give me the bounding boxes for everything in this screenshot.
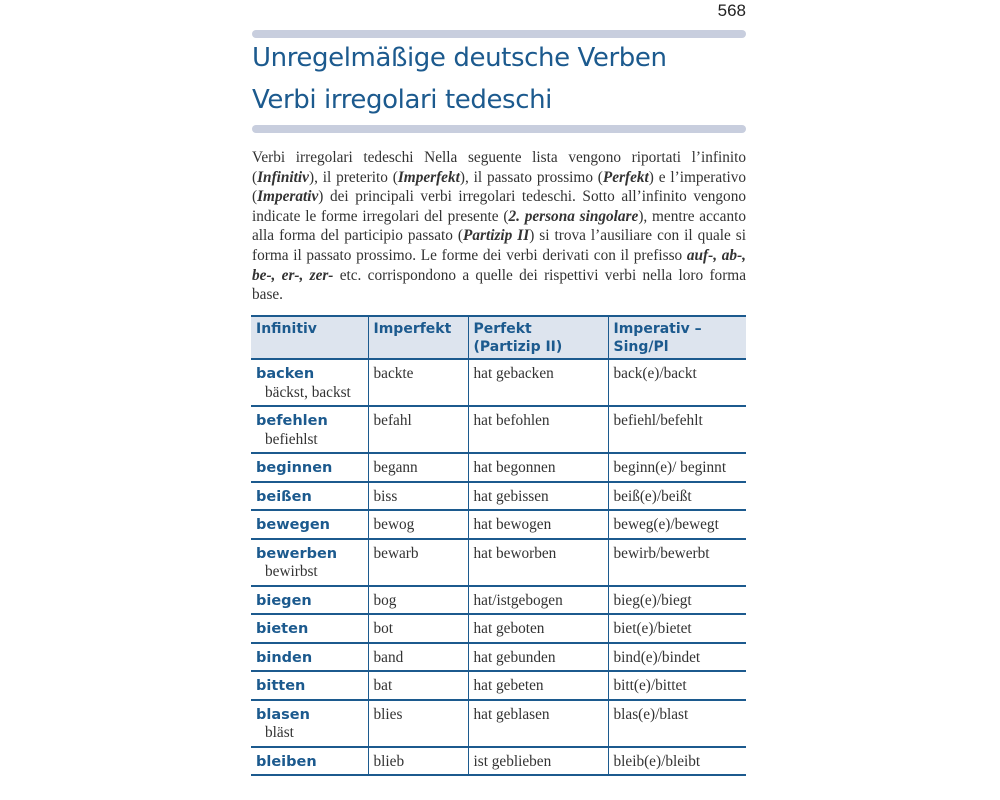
verb-infinitive: bieten — [256, 621, 309, 637]
table-row — [251, 614, 746, 643]
cell-infinitiv — [251, 586, 368, 615]
verb-infinitive: blasen — [256, 706, 310, 723]
header-imperfekt: Imperfekt — [368, 316, 468, 359]
intro-text: Verbi irregolari tedeschi Nella seguente lista vengono riportati l’infinito ( — [252, 149, 746, 186]
cell-imperativ: back(e)/backt — [608, 359, 746, 406]
cell-imperfekt: bog — [368, 586, 468, 615]
page-title-german: Unregelmäßige deutsche Verben — [252, 43, 667, 73]
cell-imperfekt: band — [368, 643, 468, 672]
intro-text: ), mentre accanto alla forma del participio passato ( — [252, 207, 747, 245]
cell-perfekt: hat geblasen — [468, 700, 608, 747]
cell-perfekt: hat beworben — [468, 539, 608, 586]
cell-imperfekt: bat — [368, 671, 468, 700]
cell-imperativ: bewirb/bewerbt — [608, 539, 746, 586]
cell-imperfekt: biss — [368, 482, 468, 511]
intro-term: auf-, ab-, be-, er-, zer- — [252, 246, 746, 284]
cell-infinitiv — [251, 643, 368, 672]
intro-term: 2. persona singolare — [508, 207, 639, 225]
cell-imperativ: bind(e)/bindet — [608, 643, 746, 672]
header-infinitiv: Infinitiv — [251, 316, 368, 359]
cell-infinitiv — [251, 671, 368, 700]
cell-infinitiv — [251, 510, 368, 539]
cell-perfekt: hat/istgebogen — [468, 586, 608, 615]
cell-imperfekt: befahl — [368, 406, 468, 453]
verb-present-form: bäckst, backst — [265, 383, 351, 401]
table-row — [251, 453, 746, 482]
intro-term: Infinitiv — [257, 168, 309, 186]
cell-imperfekt: bewog — [368, 510, 468, 539]
table-row — [251, 700, 746, 747]
intro-term: Imperativ — [257, 188, 319, 206]
cell-perfekt: hat gebacken — [468, 359, 608, 406]
cell-perfekt: hat gebunden — [468, 643, 608, 672]
intro-text: ) e l’imperativo ( — [252, 168, 746, 206]
cell-infinitiv — [251, 539, 368, 586]
cell-perfekt: hat gebissen — [468, 482, 608, 511]
verb-present-form: befiehlst — [265, 430, 318, 448]
verb-infinitive: biegen — [256, 592, 312, 609]
cell-infinitiv — [251, 482, 368, 511]
verb-present-form: bläst — [265, 724, 294, 741]
verb-infinitive: beginnen — [256, 460, 333, 476]
intro-term: Imperfekt — [397, 168, 460, 186]
verb-infinitive: bitten — [256, 678, 306, 694]
intro-term: Partizip II — [463, 227, 530, 245]
cell-perfekt: hat befohlen — [468, 406, 608, 453]
table-row — [251, 510, 746, 539]
cell-imperativ: befiehl/befehlt — [608, 406, 746, 453]
table-row — [251, 671, 746, 700]
intro-text: ), il passato prossimo ( — [459, 168, 603, 186]
table-row — [251, 406, 746, 453]
cell-imperativ: blas(e)/blast — [608, 700, 746, 747]
cell-imperfekt: begann — [368, 453, 468, 482]
cell-imperativ: beiß(e)/beißt — [608, 482, 746, 511]
verb-infinitive: binden — [256, 649, 313, 666]
page-number: 568 — [717, 1, 746, 20]
cell-imperativ: bleib(e)/bleibt — [608, 747, 746, 776]
verb-infinitive: backen — [256, 366, 315, 382]
cell-imperativ: bitt(e)/bittet — [608, 671, 746, 700]
intro-paragraph — [252, 148, 746, 305]
cell-infinitiv — [251, 453, 368, 482]
verb-infinitive: bewegen — [256, 517, 330, 533]
irregular-verbs-table — [251, 315, 746, 776]
cell-perfekt: hat geboten — [468, 614, 608, 643]
intro-text: ) dei principali verbi irregolari tedeschi. Sotto all’infinito vengono indicate le forme irregolari del presente ( — [252, 188, 746, 225]
table-row — [251, 482, 746, 511]
cell-perfekt: ist geblieben — [468, 747, 608, 776]
cell-imperativ: bieg(e)/biegt — [608, 586, 746, 615]
cell-imperfekt: backte — [368, 359, 468, 406]
table-row — [251, 359, 746, 406]
header-divider-bottom — [252, 125, 746, 133]
intro-term: Perfekt — [602, 168, 649, 186]
cell-imperfekt: blies — [368, 700, 468, 747]
intro-text: ) si trova l’ausiliare con il quale si forma il passato prossimo. Le forme dei verbi derivati con il prefisso — [252, 227, 746, 264]
cell-perfekt: hat bewogen — [468, 510, 608, 539]
cell-imperfekt: bot — [368, 614, 468, 643]
cell-imperativ: biet(e)/bietet — [608, 614, 746, 643]
cell-imperativ: beginn(e)/ beginnt — [608, 453, 746, 482]
verb-infinitive: bleiben — [256, 753, 317, 770]
cell-perfekt: hat begonnen — [468, 453, 608, 482]
table-header-row — [251, 316, 746, 359]
verb-infinitive: beißen — [256, 488, 312, 505]
table-row — [251, 539, 746, 586]
header-imperativ: Imperativ – Sing/Pl — [608, 316, 746, 359]
header-perfekt: Perfekt (Partizip II) — [468, 316, 608, 359]
cell-imperfekt: blieb — [368, 747, 468, 776]
table-row — [251, 586, 746, 615]
cell-infinitiv — [251, 359, 368, 406]
page-title-italian: Verbi irregolari tedeschi — [252, 85, 552, 115]
cell-imperativ: beweg(e)/bewegt — [608, 510, 746, 539]
verb-infinitive: bewerben — [256, 545, 338, 562]
header-divider-top — [252, 30, 746, 38]
table-row — [251, 643, 746, 672]
cell-imperfekt: bewarb — [368, 539, 468, 586]
verb-infinitive: befehlen — [256, 413, 328, 429]
cell-perfekt: hat gebeten — [468, 671, 608, 700]
cell-infinitiv — [251, 700, 368, 747]
cell-infinitiv — [251, 614, 368, 643]
table-row — [251, 747, 746, 776]
cell-infinitiv — [251, 747, 368, 776]
verb-present-form: bewirbst — [265, 563, 318, 580]
intro-text: etc. corrispondono a quelle dei rispettivi verbi nella loro forma base. — [252, 266, 746, 304]
cell-infinitiv — [251, 406, 368, 453]
table-body — [251, 359, 746, 775]
intro-text: ), il preterito ( — [308, 168, 398, 186]
